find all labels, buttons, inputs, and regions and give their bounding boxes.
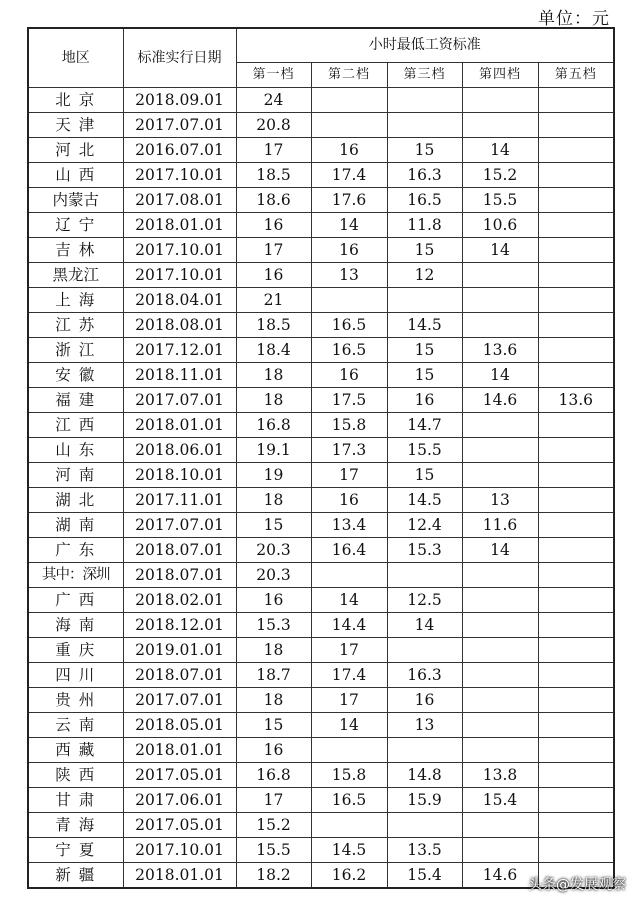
table-row xyxy=(28,87,614,112)
tier-5-cell xyxy=(538,512,614,537)
region-cell: 吉林 xyxy=(28,237,123,262)
region-cell: 山西 xyxy=(28,162,123,187)
header-hourly-wage: 小时最低工资标准 xyxy=(236,28,614,62)
region-cell: 辽宁 xyxy=(28,212,123,237)
tier-2-cell: 16 xyxy=(311,487,387,512)
tier-4-cell: 13.6 xyxy=(462,337,538,362)
tier-4-cell xyxy=(462,437,538,462)
tier-4-cell: 13.8 xyxy=(462,762,538,787)
tier-1-cell: 15 xyxy=(236,512,311,537)
tier-5-cell xyxy=(538,362,614,387)
date-cell: 2018.07.01 xyxy=(123,662,236,687)
date-cell: 2018.04.01 xyxy=(123,287,236,312)
date-cell: 2017.06.01 xyxy=(123,787,236,812)
tier-1-cell: 18 xyxy=(236,487,311,512)
tier-3-cell: 15 xyxy=(387,137,462,162)
region-cell: 重庆 xyxy=(28,637,123,662)
tier-2-cell xyxy=(311,562,387,587)
region-cell: 广西 xyxy=(28,587,123,612)
tier-4-cell xyxy=(462,287,538,312)
tier-4-cell: 14.6 xyxy=(462,387,538,412)
date-cell: 2018.12.01 xyxy=(123,612,236,637)
region-cell: 上海 xyxy=(28,287,123,312)
tier-5-cell xyxy=(538,437,614,462)
tier-4-cell xyxy=(462,837,538,862)
tier-3-cell: 15.9 xyxy=(387,787,462,812)
tier-5-cell xyxy=(538,112,614,137)
tier-1-cell: 18.2 xyxy=(236,862,311,888)
tier-2-cell xyxy=(311,737,387,762)
tier-5-cell xyxy=(538,162,614,187)
tier-1-cell: 20.3 xyxy=(236,537,311,562)
tier-5-cell xyxy=(538,712,614,737)
tier-2-cell: 16 xyxy=(311,237,387,262)
table-body xyxy=(28,87,614,888)
date-cell: 2017.10.01 xyxy=(123,262,236,287)
tier-1-cell: 18 xyxy=(236,637,311,662)
tier-5-cell xyxy=(538,612,614,637)
tier-2-cell: 16.5 xyxy=(311,312,387,337)
date-cell: 2018.05.01 xyxy=(123,712,236,737)
table-row xyxy=(28,337,614,362)
tier-3-cell: 15 xyxy=(387,237,462,262)
tier-1-cell: 16 xyxy=(236,262,311,287)
region-cell: 青海 xyxy=(28,812,123,837)
tier-2-cell: 16.4 xyxy=(311,537,387,562)
table-row xyxy=(28,712,614,737)
tier-2-cell: 17.6 xyxy=(311,187,387,212)
date-cell: 2018.02.01 xyxy=(123,587,236,612)
date-cell: 2018.06.01 xyxy=(123,437,236,462)
tier-2-cell: 17 xyxy=(311,462,387,487)
region-cell: 宁夏 xyxy=(28,837,123,862)
table-row xyxy=(28,237,614,262)
header-region: 地区 xyxy=(28,28,123,87)
tier-3-cell: 16.5 xyxy=(387,187,462,212)
region-cell: 其中：深圳 xyxy=(28,562,123,587)
tier-5-cell xyxy=(538,537,614,562)
tier-1-cell: 16.8 xyxy=(236,412,311,437)
date-cell: 2018.01.01 xyxy=(123,212,236,237)
tier-3-cell: 15.4 xyxy=(387,862,462,888)
minimum-wage-table xyxy=(27,27,615,889)
date-cell: 2018.01.01 xyxy=(123,412,236,437)
table-row xyxy=(28,262,614,287)
tier-4-cell xyxy=(462,662,538,687)
tier-5-cell xyxy=(538,312,614,337)
tier-1-cell: 15.3 xyxy=(236,612,311,637)
tier-1-cell: 16 xyxy=(236,212,311,237)
date-cell: 2017.05.01 xyxy=(123,812,236,837)
region-cell: 海南 xyxy=(28,612,123,637)
region-cell: 云南 xyxy=(28,712,123,737)
tier-1-cell: 16 xyxy=(236,737,311,762)
tier-1-cell: 18.5 xyxy=(236,162,311,187)
tier-1-cell: 21 xyxy=(236,287,311,312)
tier-2-cell: 15.8 xyxy=(311,412,387,437)
tier-4-cell xyxy=(462,112,538,137)
tier-4-cell xyxy=(462,737,538,762)
tier-5-cell xyxy=(538,837,614,862)
tier-4-cell xyxy=(462,612,538,637)
tier-4-cell xyxy=(462,262,538,287)
tier-3-cell xyxy=(387,287,462,312)
tier-2-cell xyxy=(311,287,387,312)
tier-1-cell: 18.7 xyxy=(236,662,311,687)
region-cell: 黑龙江 xyxy=(28,262,123,287)
region-cell: 安徽 xyxy=(28,362,123,387)
tier-3-cell: 12.5 xyxy=(387,587,462,612)
tier-1-cell: 15 xyxy=(236,712,311,737)
tier-5-cell xyxy=(538,562,614,587)
tier-1-cell: 18.4 xyxy=(236,337,311,362)
tier-1-cell: 18 xyxy=(236,687,311,712)
date-cell: 2018.08.01 xyxy=(123,312,236,337)
tier-3-cell xyxy=(387,562,462,587)
table-row xyxy=(28,487,614,512)
tier-1-cell: 19 xyxy=(236,462,311,487)
tier-2-cell: 16 xyxy=(311,137,387,162)
table-row xyxy=(28,737,614,762)
region-cell: 西藏 xyxy=(28,737,123,762)
table-row xyxy=(28,287,614,312)
tier-5-cell xyxy=(538,212,614,237)
tier-4-cell xyxy=(462,637,538,662)
date-cell: 2017.10.01 xyxy=(123,162,236,187)
tier-4-cell: 15.4 xyxy=(462,787,538,812)
tier-3-cell xyxy=(387,112,462,137)
tier-5-cell xyxy=(538,137,614,162)
tier-5-cell xyxy=(538,687,614,712)
table-row xyxy=(28,562,614,587)
region-cell: 江西 xyxy=(28,412,123,437)
tier-4-cell: 10.6 xyxy=(462,212,538,237)
region-cell: 四川 xyxy=(28,662,123,687)
region-cell: 新疆 xyxy=(28,862,123,888)
tier-2-cell: 17.4 xyxy=(311,162,387,187)
tier-3-cell: 13 xyxy=(387,712,462,737)
tier-5-cell xyxy=(538,762,614,787)
tier-5-cell xyxy=(538,87,614,112)
header-tier-2: 第二档 xyxy=(311,62,387,87)
tier-2-cell: 13.4 xyxy=(311,512,387,537)
tier-4-cell: 11.6 xyxy=(462,512,538,537)
region-cell: 湖南 xyxy=(28,512,123,537)
tier-2-cell xyxy=(311,87,387,112)
tier-4-cell xyxy=(462,412,538,437)
tier-4-cell xyxy=(462,462,538,487)
tier-4-cell: 14 xyxy=(462,137,538,162)
table-row xyxy=(28,362,614,387)
tier-2-cell: 16.5 xyxy=(311,337,387,362)
tier-4-cell: 14 xyxy=(462,537,538,562)
table-row xyxy=(28,587,614,612)
date-cell: 2017.08.01 xyxy=(123,187,236,212)
tier-2-cell: 15.8 xyxy=(311,762,387,787)
region-cell: 河南 xyxy=(28,462,123,487)
table-row xyxy=(28,787,614,812)
tier-1-cell: 18 xyxy=(236,387,311,412)
table-row xyxy=(28,437,614,462)
region-cell: 河北 xyxy=(28,137,123,162)
date-cell: 2018.07.01 xyxy=(123,537,236,562)
date-cell: 2018.10.01 xyxy=(123,462,236,487)
date-cell: 2017.07.01 xyxy=(123,687,236,712)
tier-3-cell xyxy=(387,812,462,837)
date-cell: 2017.10.01 xyxy=(123,237,236,262)
tier-5-cell xyxy=(538,287,614,312)
table-row xyxy=(28,112,614,137)
date-cell: 2017.07.01 xyxy=(123,512,236,537)
tier-3-cell: 15 xyxy=(387,337,462,362)
tier-4-cell xyxy=(462,312,538,337)
tier-5-cell xyxy=(538,812,614,837)
date-cell: 2018.07.01 xyxy=(123,562,236,587)
tier-4-cell xyxy=(462,587,538,612)
table-row xyxy=(28,412,614,437)
table-row xyxy=(28,862,614,888)
tier-2-cell: 16.2 xyxy=(311,862,387,888)
tier-1-cell: 17 xyxy=(236,137,311,162)
header-tier-1: 第一档 xyxy=(236,62,311,87)
region-cell: 湖北 xyxy=(28,487,123,512)
table-row xyxy=(28,637,614,662)
tier-3-cell xyxy=(387,737,462,762)
tier-3-cell: 15 xyxy=(387,462,462,487)
tier-2-cell: 13 xyxy=(311,262,387,287)
tier-2-cell: 17 xyxy=(311,637,387,662)
tier-2-cell: 17.4 xyxy=(311,662,387,687)
tier-1-cell: 18.5 xyxy=(236,312,311,337)
tier-3-cell: 16 xyxy=(387,387,462,412)
tier-2-cell: 14 xyxy=(311,212,387,237)
tier-4-cell: 14 xyxy=(462,362,538,387)
date-cell: 2017.05.01 xyxy=(123,762,236,787)
tier-4-cell: 15.5 xyxy=(462,187,538,212)
tier-3-cell: 15 xyxy=(387,362,462,387)
region-cell: 陕西 xyxy=(28,762,123,787)
date-cell: 2017.07.01 xyxy=(123,112,236,137)
tier-2-cell: 16.5 xyxy=(311,787,387,812)
region-cell: 天津 xyxy=(28,112,123,137)
date-cell: 2019.01.01 xyxy=(123,637,236,662)
watermark: 头条@发展观察 xyxy=(528,877,626,893)
header-tier-5: 第五档 xyxy=(538,62,614,87)
tier-2-cell: 14 xyxy=(311,587,387,612)
tier-3-cell: 16 xyxy=(387,687,462,712)
date-cell: 2018.01.01 xyxy=(123,737,236,762)
unit-label: 单位：元 xyxy=(538,9,610,29)
table-row xyxy=(28,187,614,212)
header-date: 标准实行日期 xyxy=(123,28,236,87)
tier-4-cell xyxy=(462,712,538,737)
tier-3-cell xyxy=(387,637,462,662)
table-row xyxy=(28,662,614,687)
table-row xyxy=(28,387,614,412)
table-row xyxy=(28,537,614,562)
table-row xyxy=(28,762,614,787)
tier-3-cell: 14 xyxy=(387,612,462,637)
tier-5-cell xyxy=(538,787,614,812)
tier-5-cell xyxy=(538,262,614,287)
tier-4-cell: 13 xyxy=(462,487,538,512)
table-row xyxy=(28,212,614,237)
date-cell: 2017.07.01 xyxy=(123,387,236,412)
date-cell: 2017.10.01 xyxy=(123,837,236,862)
tier-2-cell xyxy=(311,112,387,137)
tier-1-cell: 15.5 xyxy=(236,837,311,862)
table-row xyxy=(28,137,614,162)
table-row xyxy=(28,312,614,337)
table-row xyxy=(28,462,614,487)
tier-1-cell: 18 xyxy=(236,362,311,387)
header-tier-3: 第三档 xyxy=(387,62,462,87)
tier-2-cell xyxy=(311,812,387,837)
tier-5-cell xyxy=(538,487,614,512)
table-row xyxy=(28,512,614,537)
tier-3-cell: 14.5 xyxy=(387,487,462,512)
tier-2-cell: 16 xyxy=(311,362,387,387)
tier-1-cell: 19.1 xyxy=(236,437,311,462)
region-cell: 江苏 xyxy=(28,312,123,337)
tier-1-cell: 24 xyxy=(236,87,311,112)
region-cell: 甘肃 xyxy=(28,787,123,812)
tier-5-cell xyxy=(538,587,614,612)
tier-5-cell xyxy=(538,462,614,487)
date-cell: 2017.11.01 xyxy=(123,487,236,512)
tier-3-cell: 15.3 xyxy=(387,537,462,562)
table-row xyxy=(28,612,614,637)
table-row xyxy=(28,687,614,712)
header-tier-4: 第四档 xyxy=(462,62,538,87)
tier-1-cell: 20.3 xyxy=(236,562,311,587)
tier-4-cell xyxy=(462,87,538,112)
tier-1-cell: 18.6 xyxy=(236,187,311,212)
tier-1-cell: 16.8 xyxy=(236,762,311,787)
tier-1-cell: 15.2 xyxy=(236,812,311,837)
tier-5-cell xyxy=(538,337,614,362)
tier-4-cell xyxy=(462,687,538,712)
tier-5-cell xyxy=(538,662,614,687)
tier-2-cell: 17.5 xyxy=(311,387,387,412)
tier-1-cell: 17 xyxy=(236,787,311,812)
tier-3-cell: 14.8 xyxy=(387,762,462,787)
region-cell: 北京 xyxy=(28,87,123,112)
tier-3-cell: 16.3 xyxy=(387,162,462,187)
tier-2-cell: 17.3 xyxy=(311,437,387,462)
tier-3-cell: 12.4 xyxy=(387,512,462,537)
tier-5-cell xyxy=(538,237,614,262)
tier-1-cell: 20.8 xyxy=(236,112,311,137)
tier-5-cell xyxy=(538,637,614,662)
tier-3-cell: 14.7 xyxy=(387,412,462,437)
region-cell: 贵州 xyxy=(28,687,123,712)
tier-4-cell: 15.2 xyxy=(462,162,538,187)
date-cell: 2016.07.01 xyxy=(123,137,236,162)
region-cell: 浙江 xyxy=(28,337,123,362)
region-cell: 福建 xyxy=(28,387,123,412)
tier-4-cell xyxy=(462,562,538,587)
tier-2-cell: 14.4 xyxy=(311,612,387,637)
tier-4-cell: 14.6 xyxy=(462,862,538,888)
tier-3-cell: 14.5 xyxy=(387,312,462,337)
tier-2-cell: 14 xyxy=(311,712,387,737)
table-row xyxy=(28,162,614,187)
tier-3-cell: 11.8 xyxy=(387,212,462,237)
date-cell: 2017.12.01 xyxy=(123,337,236,362)
tier-3-cell: 15.5 xyxy=(387,437,462,462)
tier-5-cell xyxy=(538,737,614,762)
tier-3-cell xyxy=(387,87,462,112)
region-cell: 内蒙古 xyxy=(28,187,123,212)
tier-4-cell: 14 xyxy=(462,237,538,262)
tier-3-cell: 13.5 xyxy=(387,837,462,862)
tier-1-cell: 16 xyxy=(236,587,311,612)
date-cell: 2018.11.01 xyxy=(123,362,236,387)
tier-1-cell: 17 xyxy=(236,237,311,262)
tier-4-cell xyxy=(462,812,538,837)
region-cell: 广东 xyxy=(28,537,123,562)
tier-2-cell: 17 xyxy=(311,687,387,712)
tier-3-cell: 12 xyxy=(387,262,462,287)
date-cell: 2018.01.01 xyxy=(123,862,236,888)
date-cell: 2018.09.01 xyxy=(123,87,236,112)
tier-2-cell: 14.5 xyxy=(311,837,387,862)
table-row xyxy=(28,812,614,837)
region-cell: 山东 xyxy=(28,437,123,462)
table-row xyxy=(28,837,614,862)
tier-3-cell: 16.3 xyxy=(387,662,462,687)
tier-5-cell: 13.6 xyxy=(538,387,614,412)
tier-5-cell xyxy=(538,187,614,212)
tier-5-cell xyxy=(538,412,614,437)
